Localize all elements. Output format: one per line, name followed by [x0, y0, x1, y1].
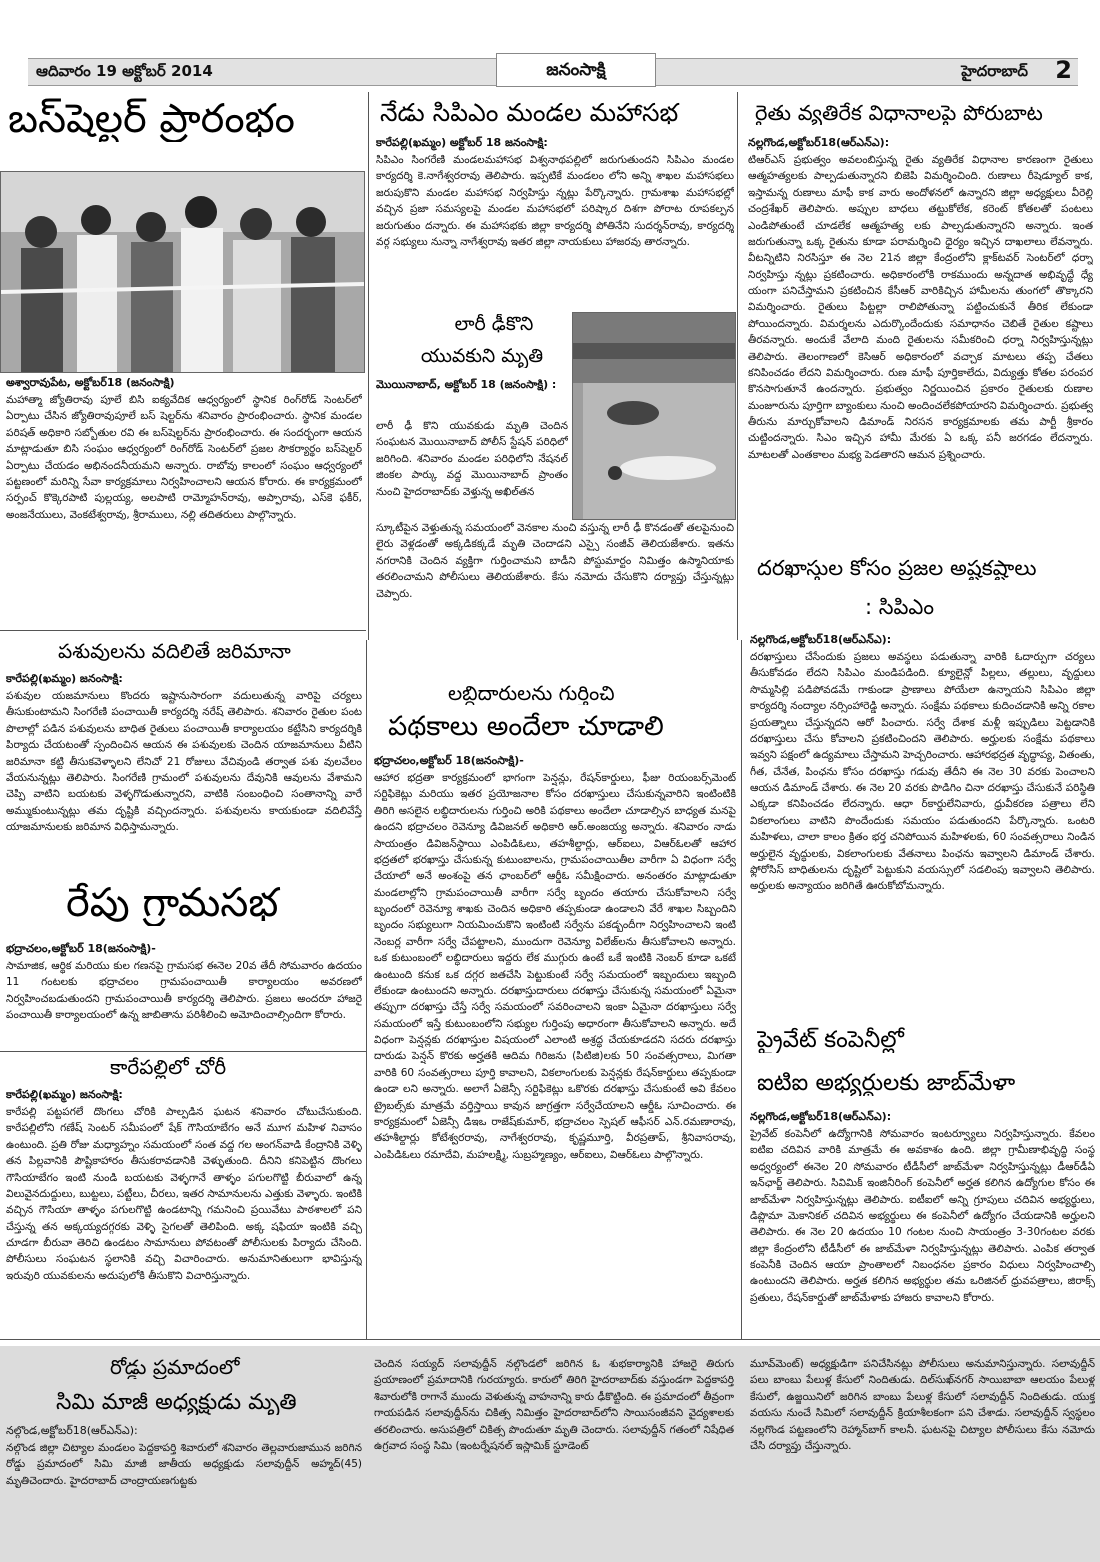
column-rule [737, 92, 738, 640]
dateline-lorry: మొయినాబాద్, అక్టోబర్ 18 (జనంసాక్షి) : [376, 378, 557, 391]
headline-bus-shelter: బస్‌షెల్టర్ ప్రారంభం [8, 96, 295, 142]
ribbon-cutting-image [1, 172, 364, 372]
headline-jobmela-line1: ప్రైవేట్ కంపెనీల్లో [757, 1027, 904, 1053]
body-raithu: టిఆర్ఎస్ ప్రభుత్వం అవలంబిస్తున్న రైతు వ్యతిరేక విధానాల కారణంగా రైతులు ఆత్మహత్యలకు పాల్పడుతున్నారని బిజెపి విమర్శించింది. రుణాలు రీషెడ్యూల్ కాక, ఇస్తామన్న రుణాలు మాఫీ కాక వారు అందోళనలో ఉన్నారని జిల్లా అధ్యక్షులు వీరెల్లి చంద్రశేఖర్ తెలిపారు. అప్పుల బాధలు తట్టుకోలేక, కరెంట్ కోతలతో పంటలు ఎండిపోతుంటే చూడలేక ఆత్మహత్య లకు పాల్పడుతున్నారని అన్నారు. ఇంత జరుగుతున్నా ఒక్క రైతును కూడా పరామర్శించి ధైర్యం ఇచ్చిన దాఖలాలు లేవన్నారు. వీటన్నిటిని నిరసిస్తూ ఈ నెల 21న జిల్లా కేంద్రంలోని క్లాక్‌టవర్ సెంటర్‌లో ధర్నా నిర్వహిస్తు న్నట్లు ప్రకటించారు. అధికారంలోకి రాకముందు అన్నదాత అభివృద్ధే ధ్యే యంగా పనిచేస్తామని ప్రకటించిన కేసీఆర్ వారికిచ్చిన హామీలను తుంగలో తొక్కారని విమర్శించారు. రైతులు పిట్టల్లా రాలిపోతున్నా పట్టించుకునే తీరిక లేకుండా పోయిందన్నారు. విమర్శలను ఎదుర్కొందేందుకు సమాధానం చెబితే రైతుల కష్టాలు తీరవన్నారు. అందుకే వేలాది మంది రైతులను సమీకరించి ధర్నా నిర్వహిస్తున్నట్లు తెలిపారు. తెలంగాణలో కెసిఆర్ అధికారంలో వచ్చాక మాటలు తప్ప చేతలు కనిపించడం లేదని విమర్శించారు. రుణ మాఫీ పూర్తికాలేదు, విద్యుత్తు కోతల పరంపర కొనసాగుతూనే ఉందన్నారు. ప్రభుత్వం నిర్ణయించిన ప్రకారం రైతులకు రుణాల మంజూరును పూర్తిగా బ్యాంకులు నుంచి అందించలేకపోయారని విమర్శించారు. ప్రభుత్వ తీరును మార్చుకోవాలని డిమాండ్ నిరసన కార్యక్రమాలకు తమ పార్టీ శ్రీకారం చుట్టిందన్నారు. సిఎం ఇచ్చిన హామీ మేరకు ఏ ఒక్క పనీ జరగడం లేదన్నారు. మాటలతో ఎంతకాలం మభ్య పెడతారని ఆమన ప్రశ్నించారు. [748, 154, 1093, 461]
column-rule [741, 640, 742, 1340]
headline-gramasabha: రేపు గ్రామసభ [66, 880, 279, 926]
section-rule [0, 1339, 1100, 1340]
body-simi-part3: మూవ్‌మెంట్) అధ్యక్షుడిగా పనిచేసినట్లు పోలీసులు అనుమానిస్తున్నారు. సలావుద్దీన్ పలు బాంబు పేలుళ్ల కేసులో నిందితుడు. దిల్‌సుఖ్‌నగర్ సాయిబాబా ఆలయం పేలుళ్ల కేసులో, ఉజ్జయినిలో జరిగిన బాంబు పేలుళ్ల కేసులో సలావుద్దీన్ నిందితుడు. యుక్త వయసు నుంచే సిమిలో సలావుద్దీన్ క్రియాశీలకంగా పని చేశాడు. సలావుద్దీన్ స్వస్థలం నల్లగొండ పట్టణంలోని రెహ్మాన్‌బాగ్ కాలనీ. ఘటనపై చిట్యాల పోలీసులు కేసు నమోదు చేసి దర్యాప్తు చేస్తున్నారు. [750, 1358, 1095, 1452]
column-rule [366, 640, 367, 1340]
headline-chori: కారేపల్లిలో చోరీ [110, 1056, 227, 1079]
bus-shelter-photo [0, 171, 365, 373]
headline-cpim-sabha: నేడు సిపిఎం మండల మహాసభ [380, 99, 679, 127]
body-simi-part2: చెందిన సయ్యద్ సలావుద్దీన్ నల్గొండలో జరిగిన ఓ శుభకార్యానికి హాజరై తిరుగు ప్రయాణంలో ప్రమాదానికి గురయ్యారు. కారులో తిరిగి హైదరాబాద్‌కు వస్తుండగా పెద్దకాపర్తి శివారులోకి రాగానే ముందు వెళుతున్న వాహనాన్ని కారు ఢీకొట్టింది. ఈ ప్రమాదంలో తీవ్రంగా గాయపడిన సలావుద్దీన్‌ను చికిత్స నిమిత్తం హైదరాబాద్‌లోని సాయిసంజీవని వైద్యశాలకు తరలించారు. అసుపత్రిలో చికిత్స పొందుతూ మృతి చెందారు. సలావుద్దీన్ గతంలో నిషేధిత ఉగ్రవాద సంస్థ సిమి (ఇంటర్నేషనల్ ఇస్లామిక్ స్టూడెంట్ [374, 1358, 734, 1452]
body-pathakalu: ఆహార భద్రతా కార్యక్రమంలో భాగంగా పెన్షన్లు, రేషన్‌కార్డులు, ఫీజు రియంబర్స్‌మెంట్ సర్టిఫికెట్లు మరియు ఇతర ప్రయోజనాల కోసం దరఖాస్తులు చేసుకున్నవారిని ఇంటింటికి తిరిగి అసలైన లబ్ధిదారులను గుర్తించి అరికి పథకాలు అందేలా చూడాల్సిన బాధ్యత మనపై ఉందని భద్రాచలం రెవెన్యూ డివిజనల్ అధికారి ఆర్.అంజయ్య అన్నారు. శనివారం నాడు సాయంత్రం డివిజన్‌స్థాయి ఎంపిడిఓలు, తహశీల్దార్లు, ఆర్ఐలు, విఆర్ఓలతో ఆహార భద్రతలో భరఖాస్తు చేసుకున్న కుటుంబాలను, గ్రామపంచాయితీల వారీగా ఏ విధంగా సర్వే చేయాలో అనే అంశంపై తన ఛాంబర్‌లో ఆర్డీఓ సమీక్షించారు. అనంతరం మాట్లాడుతూ మండలాల్లోని గ్రామపంచాయితీ వారీగా సర్వే బృందం తయారు చేసుకోవాలని సర్వే బృందంలో రెవెన్యూ శాఖకు చెందిన అధికారి తప్పకుండా ఉండాలని వేరే శాఖల సిబ్బందిని బృందం సభ్యులుగా నియమించుకొని ఇంటింటి సర్వేను పకడ్బందీగా నిర్వహించాలని ఇంటి నెంబర్ల వారీగా సర్వే చేపట్టాలని, ముందుగా రెవెన్యూ విలేజ్‌లను తీసుకోవాలని అన్నారు. ఒక కుటుంబంలో లబ్ధిదారులు ఇద్దరు లేక ముగ్గురు ఉంటే ఒకే ఇంటికి నెంబర్ కూడా ఒకటే ఉంటుంది కనుక ఒక దగ్గర జతచేసి పెట్టుకుంటే సర్వే సమయంలో ఇబ్బందులు ఇబ్బంది లేకుండా ఉంటుందని అన్నారు. దరఖాస్తుదారులు దరఖాస్తు చేసుకున్న సమయంలో ఏమైనా తప్పుగా దరఖాస్తు చేస్తే సర్వే సమయంలో సవరించాలని ఇంకా ఏమైనా దరఖాస్తులు సర్వే సమయంలో ఇస్తే కుటుంబంలోని సభ్యుల గుర్తింపు అధారంగా తీసుకోవాలని అన్నారు. అదే విధంగా పెన్షన్లకు దరఖాస్తుల విషయంలో ఎలాంటి అశ్రద్ధ చేయకూడదని సదరు దరఖాస్తు దారుడు పెన్షన్ కొరకు అర్హతకి ఆదిమ గిరిజను (పిటిజి)లకు 50 సంవత్సరాలు, మిగతా వారికి 60 సంవత్సరాలు పూర్తి కావాలని, వికలాంగులకు పెన్షన్లకు రేషన్‌కార్డులు తప్పకుండా ఉండా లని అన్నారు. అలాగే ఏజెన్సీ సర్టిఫికెట్లు ఒకొరకు దరఖాస్తు చేసుకుంటే అవి కేవలం ట్రైబల్స్‌కు మాత్రమే వర్తిస్తాయి కావున జాగ్రత్తగా సర్వేచేయాలని ఆర్డీఓ సూచించారు. ఈ కార్యక్రమంలో ఏజెన్సీ డిఇఒ రాజేష్‌కుమార్, భద్రాచలం స్పెషల్ ఆఫీసర్ ఎన్.రమణారావు, తహశీల్దార్లు కోటేశ్వరరావు, నాగేశ్వరరావు, కృష్ణమూర్తి, వీరప్రతాప్, శ్రీనివాసరావు, ఎంపిడిఓలు రమాదేవి, మహలక్ష్మి, సుబ్రహ్మణ్యం, ఆర్ఐలు, విఆర్ఓలు పాల్గొన్నారు. [374, 772, 736, 1161]
dateline-gramasabha: భద్రాచలం,అక్టోబర్ 18(జనంసాక్షి)- [6, 942, 156, 955]
headline-pashuvulu: పశువులను వదిలితే జరిమానా [58, 640, 291, 663]
dateline-darakhastulu: నల్లగొండ,అక్టోబర్18(ఆర్ఎన్ఎ): [750, 633, 892, 646]
headline-darakhastulu-line1: దరఖాస్తుల కోసం ప్రజల అష్టకష్టాలు [757, 556, 1037, 580]
column-rule [368, 92, 369, 640]
section-rule [0, 1051, 366, 1052]
body-jobmela: ప్రైవేట్ కంపెనీలో ఉద్యోగానికి సోమవారం ఇంటర్వ్యూలు నిర్వహిస్తున్నారు. కేవలం ఐటిఐ చదివిన వారికి మాత్రమే ఈ అవకాశం ఉంది. జిల్లా గ్రామీణాభివృద్ధి సంస్థ అధ్వర్యంలో ఈనెల 20 సోమవారం టీడీసీలో జాబ్‌మేళా నిర్వహిస్తున్నట్లు డీఆర్‌డీఏ ఇన్‌ఛార్జ్ తెలిపారు. సివిమిక్ ఇంజినీరింగ్ కంపెనీలో అర్హత కలిగిన ఉద్యోగుల కోసం ఈ జాబ్‌మేళా నిర్వహిస్తున్నట్లు తెలిపారు. ఐటీఐలో అన్ని గ్రూపులు చదివిన అభ్యర్థులు, డిప్లొమా మెకానికల్ చదివిన అభ్యర్థులు ఈ కంపెనీలో ఉద్యోగం చేయడానికి అర్హులని తెలిపారు. ఈ నెల 20 ఉదయం 10 గంటల నుంచి సాయంత్రం 3-30గంటల వరకు జిల్లా కేంద్రంలోని టీడీసీలో ఈ జాబ్‌మేళా నిర్వహిస్తున్నట్లు తెలిపారు. ఎంపిక తర్వాత కంపెనీకి చెందిన ఆయా ప్రాంతాలలో నిబంధనల ప్రకారం విధులు నిర్వహించాల్సి ఉంటుందని తెలిపారు. అర్హత కలిగిన అభ్యర్థుల తమ ఒరిజినల్ ధ్రువపత్రాలు, జిరాక్స్ ప్రతులు, రేషన్‌కార్డుతో జాబ్‌మేళాకు హాజరు కావాలని కోరారు. [750, 1128, 1095, 1304]
body-bus-shelter: మహాత్మా జ్యోతిరావు పూలే బిసి ఐక్యవేదిక ఆధ్వర్యంలో స్థానిక రింగ్‌రోడ్ సెంటర్‌లో ఏర్పాటు చేసిన జ్యోతిరావుపూలే బస్ షెల్టర్‌ను శనివారం ప్రారంభించారు. స్థానిక మండల పరిషత్ అధికారి సబ్బోతుల రవి ఈ బస్‌షెల్టర్‌ను ప్రారంభించారు. ఈ సందర్భంగా ఆయన మాట్లాడుతూ బిసి సంఘం ఆధ్వర్యంలో రింగ్‌రోడ్ సెంటర్‌లో ప్రజల సౌకర్యార్థం బస్‌షెల్టర్ ఏర్పాటు చేయడం అభినందనీయమని అన్నారు. రాబోవు కాలంలో సంఘం ఆధ్వర్యంలో పట్టణంలో మరిన్ని సేవా కార్యక్రమాలు నిర్వహించాలని ఆయన కోరారు. ఈ కార్యక్రమంలో సర్పంచ్ కొక్కెరపాటి పుల్లయ్య, అలపాటి రామ్మోహన్‌రావు, అప్పారావు, ఎస్‌కె ఫకీర్, అంజనేయులు, వెంకటేశ్వరావు, శ్రీరాములు, నల్లి తదితరులు పాల్గొన్నారు. [6, 394, 362, 521]
dateline-chori: కారేపల్లి(ఖమ్మం) జనంసాక్షి: [6, 1088, 123, 1101]
headline-jobmela-line2: ఐటిఐ అభ్యర్థులకు జాబ్‌మేళా [757, 1070, 1016, 1096]
headline-pathakalu-line1: లబ్ధిదారులను గుర్తించి [448, 682, 615, 705]
dateline-raithu: నల్లగొండ,అక్టోబర్18(ఆర్ఎన్ఎ): [748, 136, 890, 149]
headline-lorry-line1: లారీ ఢీకొని [454, 314, 534, 335]
body-darakhastulu: దరఖాస్తులు చేసేందుకు ప్రజలు అవస్థలు పడుతున్నా వారికి ఓదార్పుగా చర్యలు తీసుకోవడం లేదని సిపిఎం మండిపడింది. క్యూలైన్లో పిల్లలు, తల్లులు, వృద్దులు సొమ్మసిల్లి పడిపోవడమే గాకుండా ప్రాణాలు పోయేలా ఉన్నాయని సిపిఎం జిల్లా కార్యదర్శి నంద్యాల నర్సింహారెడ్డి అన్నారు. సంక్షేమ పథకాలు కుదించడానికి అన్ని రకాల ప్రయత్నాలు చేస్తున్నదని ఆరో పించారు. సర్వే దేశాక మళ్లీ ఇప్పుడిలు పెట్టడానికి దరఖాస్తులు చేసు కోవాలని ప్రకటించిందని తెలిపారు. అర్హులకు సంక్షేమ పథకాలు ఇవ్వని పక్షంలో ఉద్యమాలు చేస్తామని హెచ్చరించారు. ఆహారభద్రత వృద్ధాప్య, వితంతు, గీత, చేనేత, పింఛను కోసం దరఖాస్తు గడువు తేదీని ఈ నెల 30 వరకు పెంచాలని ఆయన డిమాండ్ చేశారు. ఈ నెల 20 వరకు పొడిగిం చినా దరఖాస్తు చేసుకునే పరిస్థితి ఎక్కడా కనిపించడం లేదన్నారు. ఆధా ర్‌కార్డులేనివారు, ధ్రువీకరణ పత్రాలు లేని వికలాంగులు వాటిని పొందేందుకు సమయం పడుతుందని పేర్కొన్నారు. ఒంటరి మహిళలు, చాలా కాలం క్రితం భర్త చనిపోయిన మహిళలకు, 60 సంవత్సరాలు నిండిన అర్హులైన వృద్ధులకు, వికలాంగులకు వేతనాలు పింఛను ఇవ్వాలని డిమాండ్ చేశారు. ఫ్లోరోసిస్ బాధితులను దృష్టిలో పెట్టుకుని వయస్సులో సడలింపు ఇవ్వాలని తెలిపారు. అర్హులకు అన్యాయం జరిగితే ఊరుకోబోమన్నారు. [750, 651, 1095, 893]
body-cpim-sabha: సిపిఎం సింగరేణి మండలమహాసభ విశ్వనాథపల్లిలో జరుగుతుందని సిపిఎం మండల కార్యదర్శి కె.నాగేశ్వరరావు తెలిపారు. ఇప్పటికే మండలం లోని అన్ని శాఖల మహాసభలు జరుపుకొని మండల మహాసభ నిర్వహిస్తు న్నట్లు పేర్కొన్నారు. గ్రామశాఖ మహాసభల్లో వచ్చిన ప్రజా సమస్యలపై మండల మహాసభలో పరిష్కార దిశగా పోరాట రూపకల్పన జరుగుతుం దన్నారు. ఈ మహాసభకు జిల్లా కార్యదర్శి పోతినేని సుదర్శన్‌రావు, కార్యదర్శి వర్గ సభ్యులు నున్నా నాగేశ్వరావు ఇతర జిల్లా నాయకులు హాజరవు తారన్నారు. [376, 154, 734, 248]
dateline-simi: నల్గొండ,అక్టోబర్18(ఆర్ఎన్ఎ): [6, 1424, 138, 1437]
headline-darakhastulu-line2: : సిపిఎం [865, 595, 935, 619]
dateline-pathakalu: భద్రాచలం,అక్టోబర్ 18(జనంసాక్షి)- [374, 754, 524, 767]
dateline-jobmela: నల్లగొండ,అక్టోబర్18(ఆర్ఎన్ఎ): [750, 1110, 892, 1123]
issue-date: ఆదివారం 19 అక్టోబర్ 2014 [36, 62, 213, 80]
masthead [28, 58, 1078, 86]
headline-raithu: రైతు వ్యతిరేక విధానాలపై పోరుబాట [755, 101, 1043, 125]
dateline-pashuvulu: కారేపల్లి(ఖమ్మం) జనంసాక్షి: [6, 672, 123, 685]
page-number: 2 [1055, 56, 1072, 84]
headline-lorry-line2: యువకుని మృతి [420, 346, 544, 367]
body-gramasabha: సామాజిక, ఆర్థిక మరియు కుల గణనపై గ్రామసభ ఈనెల 20వ తేదీ సోమవారం ఉదయం 11 గంటలకు భద్రాచలం గ్రామపంచాయితీ కార్యాలయం అవరణలో నిర్వహించబడుతుందని గ్రామపంచాయితీ కార్యదర్శి తెలిపారు. ప్రజలు అందరూ హాజరై పంచాయితీ కార్యాలయంలో ఉన్న జాబితాను పరిశీలించి అమోదించాల్సిందిగా కోరారు. [6, 960, 362, 1022]
accident-photo [572, 312, 736, 520]
accident-scene-image [573, 313, 735, 519]
edition-city: హైదరాబాద్ [961, 62, 1028, 80]
body-simi-part1: నల్గొండ జిల్లా చిట్యాల మండలం పెద్దకాపర్తి శివారులో శనివారం తెల్లవారుజామున జరిగిన రోడ్డు ప్రమాదంలో సిమి మాజీ జాతీయ అధ్యక్షుడు సలావుద్దీన్ అహ్మద్(45) మృతిచెందారు. హైదరాబాద్ చాంద్రాయణగుట్టకు [6, 1442, 362, 1487]
body-pashuvulu: పశువుల యజమానులు కొందరు ఇష్టానుసారంగా వదులుతున్న వారిపై చర్యలు తీసుకుంటామని సింగరేణి పంచాయితీ కార్యదర్శి నరేష్ తెలిపారు. శనివారం రైతుల పంట పొలాల్లో పడిన పశువులను బాధిత రైతులు పంచాయితీ కార్యాలయం కట్టేసిని కార్యదర్శికి పిర్యాదు చేయటంతో స్పందించిన ఆయన ఈ పశువులకు చెందిన యాజమానులు వీటిని జరిమానా కట్టి తీసుకవెళ్ళాలని లేనిచో 21 రోజులు వేచివుండి తర్వాత పశు వులవేలం వేయనున్నట్లు తెలిపారు. సింగరేణి గ్రామంలో పశువులను దేవునికి ఆవులను వేశామని చెప్పి వాటిని బయటకు వెళ్ళగొడుతున్నారని, వాటికి సంబంధించి సంతానాన్ని వారే అమ్ముకుంటున్నట్లు తమ దృష్టికి వచ్చిందన్నారు. పశువులను కాయకుండా వదిలివేస్తే యాజమానులకు జరిమాన విధిస్తామన్నారు. [6, 690, 362, 833]
newspaper-logo: జనంసాక్షి [496, 53, 656, 87]
headline-pathakalu-line2: పథకాలు అందేలా చూడాలి [388, 711, 664, 742]
section-rule [0, 630, 366, 631]
body-lorry-part1: లారీ ఢీ కొని యువకుడు మృతి చెందిన సంఘటన మొయినాబాద్ పోలీస్ స్టేషన్ పరిధిలో జరిగింది. శనివారం మండల పరిధిలోని నేషనల్ జింకల పార్కు వద్ద మొయినాబాద్ ప్రాంతం నుంచి హైదరాబాద్‌కు వెళ్తున్న అఖిల్‌తన [376, 420, 568, 498]
dateline-cpim-sabha: కారేపల్లి(ఖమ్మం) అక్టోబర్ 18 జనంసాక్షి: [376, 136, 548, 149]
headline-simi-line1: రోడ్డు ప్రమాదంలో [110, 1356, 240, 1379]
headline-simi-line2: సిమి మాజీ అధ్యక్షుడు మృతి [56, 1390, 297, 1415]
dateline-bus-shelter: అశ్వారావుపేట, అక్టోబర్18 (జనంసాక్షి) [6, 376, 175, 389]
body-chori: కారేపల్లి పట్టపగలే దొంగలు చోరికి పాల్పడిన ఘటన శనివారం చోటుచేసుకుంది. కారేపల్లిలోని గణేష్ సెంటర్ సమీపంలో షేక్ గౌసియాబేగం అనే మూగ మహిళ నివాసం ఉంటుంది. ప్రతి రోజు మధ్యాహ్నం సమయంలో సంత వద్ద గల అంగన్‌వాడి కేంద్రానికి వెళ్ళి తన పిల్లవానికి పౌష్టికాహారం తీసుకరావడానికి వెళ్ళుతుంది. దీనిని కనిపెట్టిన దొంగలు గౌసియాబేగం ఇంటి నుండి బయటకు వెళ్ళగానే తాళ్ళం పగులగొట్టి బీరువాలో ఉన్న విలువైనదుద్దులు, బుట్టలు, పట్టీలు, చీరలు, ఇతర సామానులను ఎత్తుకు వెళ్ళారు. ఇంటికి వచ్చిన గౌసియా తాళ్ళం పగులగొట్టి ఉండటాన్ని గమనించి ప్రయివేటు పాఠశాలలో పని చేస్తున్న తన అక్కయ్యదగ్గరకు వెళ్ళి సైగలతో తెలిపింది. అక్క షఫియా ఇంటికి వచ్చి చూడగా బీరువా తెరిచి ఉండటం సామానులు పోవటంతో పోలీసులకు పిర్యాదు చేసింది. పోలీసులు సంఘటన స్థలానికి వచ్చి విచారించారు. అనుమానితులుగా భావిస్తున్న ఇరువురి యువకులను అదుపులోకి తీసుకొని విచారిస్తున్నారు. [6, 1106, 362, 1282]
body-lorry-part2: స్కూటీపైన వెళ్తుతున్న సమయంలో వెనకాల నుంచి వస్తున్న లారీ ఢీ కొనడంతో తలపైనుంచి లైరు వెళ్లడంతో అక్కడికక్కడే మృతి చెందాడని ఎస్సై సంజీవ్ తెలియజేశారు. ఇతను నగరానికి చెందిన వ్యక్తిగా గుర్తించామని బాడీని పోస్టుమార్టం నిమిత్తం ఉస్మానియాకు తరలించామని పోలీసులు తెలియజేశారు. కేసు నమోదు చేసుకొని దర్యాప్తు చేస్తున్నట్లు చెప్పారు. [376, 522, 734, 600]
